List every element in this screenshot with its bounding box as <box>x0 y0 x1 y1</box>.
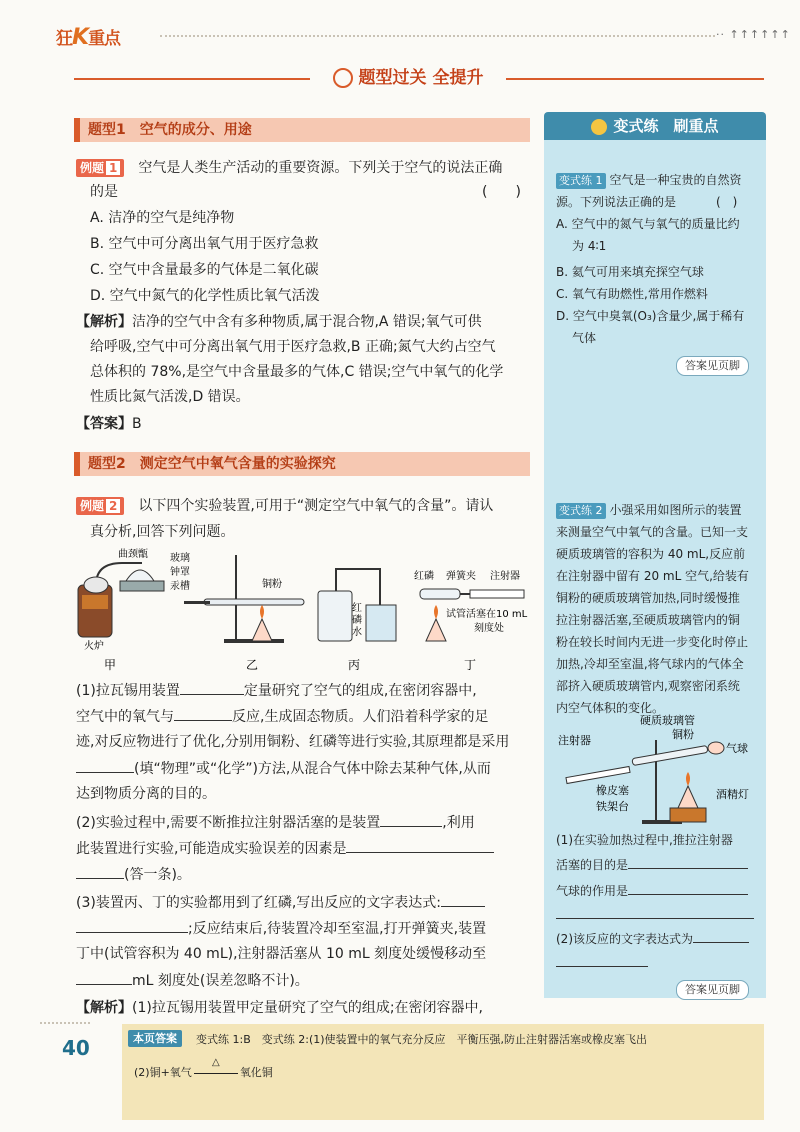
variant2-line2: 来测量空气中氧气的含量。已知一支 <box>556 525 749 539</box>
sidebar-title: 变式练 刷重点 <box>544 112 766 140</box>
variant2-line9: 部挤入硬质玻璃管内,观察密闭系统 <box>556 679 740 693</box>
example2-stem2: 真分析,回答下列问题。 <box>90 524 235 540</box>
variant1-opt-a: A. 空气中的氮气与氧气的质量比约 <box>556 217 740 231</box>
example2-stem: 例题 2 以下四个实验装置,可用于“测定空气中氧气的含量”。请认 <box>76 496 493 516</box>
example2-tag: 例题 2 <box>76 497 124 515</box>
blank-q3c[interactable] <box>76 970 132 985</box>
variant2-q1-line1: (1)在实验加热过程中,推拉注射器 <box>556 833 733 847</box>
label-shiguan: 试管 <box>446 609 466 620</box>
example1-stem2: 的是 <box>90 184 118 200</box>
label-zhusheqi: 注射器 <box>490 571 520 582</box>
variant2-tag: 变式练 2 <box>556 503 606 519</box>
blank-side-q1c[interactable] <box>556 918 754 919</box>
spiral-icon <box>333 68 353 88</box>
label-zhongzhao: 钟罩 <box>170 567 190 578</box>
analysis1-line2: 给呼吸,空气中可分离出氧气用于医疗急救,B 正确;氮气大约占空气 <box>90 339 496 355</box>
label-yingzhi: 硬质玻璃管 <box>640 714 695 727</box>
label-tongfen-side: 铜粉 <box>672 728 694 741</box>
blank-q2b[interactable] <box>346 838 494 853</box>
blank-q1b[interactable] <box>174 706 232 721</box>
q3-line2: ;反应结束后,待装置冷却至室温,打开弹簧夹,装置 <box>76 918 486 939</box>
q1-line3: 迹,对反应物进行了优化,分别用铜粉、红磷等进行实验,其原理都是采用 <box>76 734 510 750</box>
apparatus-yi <box>184 555 304 643</box>
variant1-paren: ( ) <box>716 195 738 209</box>
variant1-line2: 源。下列说法正确的是 <box>556 195 677 209</box>
option-d: D. 空气中氮气的化学性质比氧气活泼 <box>90 288 320 304</box>
variant2-line1: 变式练 2 小强采用如图所示的装置 <box>556 500 742 520</box>
analysis2: 【解析】(1)拉瓦锡用装置甲定量研究了空气的组成;在密闭容器中, <box>76 1000 483 1016</box>
apparatus-ding <box>414 569 528 641</box>
header-dotted-rule <box>160 35 715 37</box>
footer-answer-line2: (2)铜+氧气 △ 氧化铜 <box>134 1057 273 1079</box>
label-boli: 玻璃 <box>170 553 190 564</box>
label-xiangpisai: 橡皮塞 <box>596 784 629 797</box>
blank-side-q1b[interactable] <box>628 880 748 895</box>
sidebar-apparatus-figure <box>556 712 762 830</box>
label-qujingzeng: 曲颈甑 <box>118 549 148 560</box>
analysis1-line3: 总体积的 78%,是空气中含量最多的气体,C 错误;空气中氧气的化学 <box>90 364 504 380</box>
label-tanhuangjia: 弹簧夹 <box>446 571 476 582</box>
variant2-line4: 在注射器中留有 20 mL 空气,给装有 <box>556 569 749 583</box>
blank-q1c[interactable] <box>76 758 134 773</box>
label-tiejiatai: 铁架台 <box>596 800 629 813</box>
variant1-opt-c: C. 氧气有助燃性,常用作燃料 <box>556 287 708 301</box>
q2-line2: 此装置进行实验,可能造成实验误差的因素是 <box>76 838 494 859</box>
example1-stem: 例题 1 空气是人类生产活动的重要资源。下列关于空气的说法正确 <box>76 158 502 178</box>
blank-q2a[interactable] <box>380 812 442 827</box>
caption-bing: 丙 <box>348 658 361 672</box>
banner-title: 题型过关 全提升 <box>310 64 506 92</box>
label-kedu: 刻度处 <box>474 623 504 634</box>
answer1: 【答案】B <box>76 416 142 432</box>
blank-q3b[interactable] <box>76 918 188 933</box>
caption-ding: 丁 <box>464 658 477 672</box>
see-answer-button-2[interactable]: 答案见页脚 <box>676 980 749 1000</box>
experiment-figure <box>74 545 534 675</box>
label-honglin: 红磷 <box>414 571 434 582</box>
option-c: C. 空气中含量最多的气体是二氧化碳 <box>90 262 319 278</box>
section2-title: 题型2 测定空气中氧气含量的实验探究 <box>74 452 530 476</box>
label-tongfen: 铜粉 <box>262 579 282 590</box>
variant1-tag: 变式练 1 <box>556 173 606 189</box>
example1-paren: ( ) <box>482 184 521 200</box>
q3-line3: 丁中(试管容积为 40 mL),注射器活塞从 10 mL 刻度处缓慢移动至 <box>76 946 487 962</box>
variant1-opt-d2: 气体 <box>572 331 597 345</box>
variant1-opt-a2: 为 4∶1 <box>572 239 607 253</box>
footer-answer-line1: 变式练 1:B 变式练 2:(1)使装置中的氧气充分反应 平衡压强,防止注射器活塞或橡皮塞飞出 <box>196 1033 648 1046</box>
mascot-icon <box>591 119 607 135</box>
blank-q3a[interactable] <box>441 892 485 907</box>
apparatus-bing <box>318 569 396 641</box>
caption-yi: 乙 <box>246 658 259 672</box>
label-zhusheqi-side: 注射器 <box>558 734 591 747</box>
q1-line2: 空气中的氧气与 反应,生成固态物质。人们沿着科学家的足 <box>76 706 488 727</box>
label-lin: 磷 <box>352 615 362 626</box>
caption-jia: 甲 <box>104 658 117 672</box>
variant2-line5: 铜粉的硬质玻璃管加热,同时缓慢推 <box>556 591 740 605</box>
q2-line3: (答一条)。 <box>76 864 191 885</box>
section1-title: 题型1 空气的成分、用途 <box>74 118 530 142</box>
blank-side-q1a[interactable] <box>628 854 748 869</box>
label-huolu: 火炉 <box>84 641 104 652</box>
footer-answer-tag: 本页答案 <box>128 1030 182 1047</box>
variant2-q1-line2: 活塞的目的是 <box>556 854 748 875</box>
q3-line1: (3)装置丙、丁的实验都用到了红磷,写出反应的文字表达式: <box>76 892 485 913</box>
variant2-line8: 加热,冷却至室温,将气球内的气体全 <box>556 657 744 671</box>
page-number: 40 <box>62 1036 90 1060</box>
variant1-line1: 变式练 1 空气是一种宝贵的自然资 <box>556 170 742 190</box>
header-dots-right: ·· ↑↑↑↑↑↑ <box>716 28 791 41</box>
analysis1-line1: 【解析】洁净的空气中含有多种物质,属于混合物,A 错误;氧气可供 <box>76 314 482 330</box>
brand-logo: 狂K重点 <box>56 25 121 50</box>
variant2-line10: 内空气体积的变化。 <box>556 701 665 715</box>
variant2-line3: 硬质玻璃管的容积为 40 mL,反应前 <box>556 547 746 561</box>
variant2-q2-line1: (2)该反应的文字表达式为 <box>556 928 749 949</box>
variant2-line7: 粉在较长时间内无进一步变化时停止 <box>556 635 749 649</box>
q3-line4: mL 刻度处(误差忽略不计)。 <box>76 970 309 991</box>
option-b: B. 空气中可分离出氧气用于医疗急救 <box>90 236 319 252</box>
variant2-q1-line3: 气球的作用是 <box>556 880 748 901</box>
label-huosai: 活塞在10 mL <box>466 609 528 620</box>
analysis1-line4: 性质比氮气活泼,D 错误。 <box>90 389 250 405</box>
label-qiqiu: 气球 <box>726 742 748 755</box>
blank-side-q2a[interactable] <box>693 928 749 943</box>
variant2-line6: 拉注射器活塞,至硬质玻璃管内的铜 <box>556 613 740 627</box>
variant1-opt-d: D. 空气中臭氧(O₃)含量少,属于稀有 <box>556 309 745 323</box>
blank-q1a[interactable] <box>180 680 244 695</box>
example1-tag: 例题 1 <box>76 159 124 177</box>
option-a: A. 洁净的空气是纯净物 <box>90 210 235 226</box>
see-answer-button-1[interactable]: 答案见页脚 <box>676 356 749 376</box>
q1-line5: 达到物质分离的目的。 <box>76 786 216 802</box>
q1-line4: (填“物理”或“化学”)方法,从混合气体中除去某种气体,从而 <box>76 758 491 779</box>
q1-line1: (1)拉瓦锡用装置 定量研究了空气的组成,在密闭容器中, <box>76 680 477 701</box>
blank-side-q2b[interactable] <box>556 966 648 967</box>
label-gongcao: 汞槽 <box>170 581 190 592</box>
variant1-opt-b: B. 氦气可用来填充探空气球 <box>556 265 704 279</box>
q2-line1: (2)实验过程中,需要不断推拉注射器活塞的是装置 ,利用 <box>76 812 475 833</box>
apparatus-jia <box>78 547 190 652</box>
label-shui: 水 <box>352 627 362 638</box>
label-hong: 红 <box>352 603 362 614</box>
label-jiujingdeng: 酒精灯 <box>716 788 749 801</box>
footer-dotted-rule <box>40 1022 90 1024</box>
blank-q2c[interactable] <box>76 864 124 879</box>
